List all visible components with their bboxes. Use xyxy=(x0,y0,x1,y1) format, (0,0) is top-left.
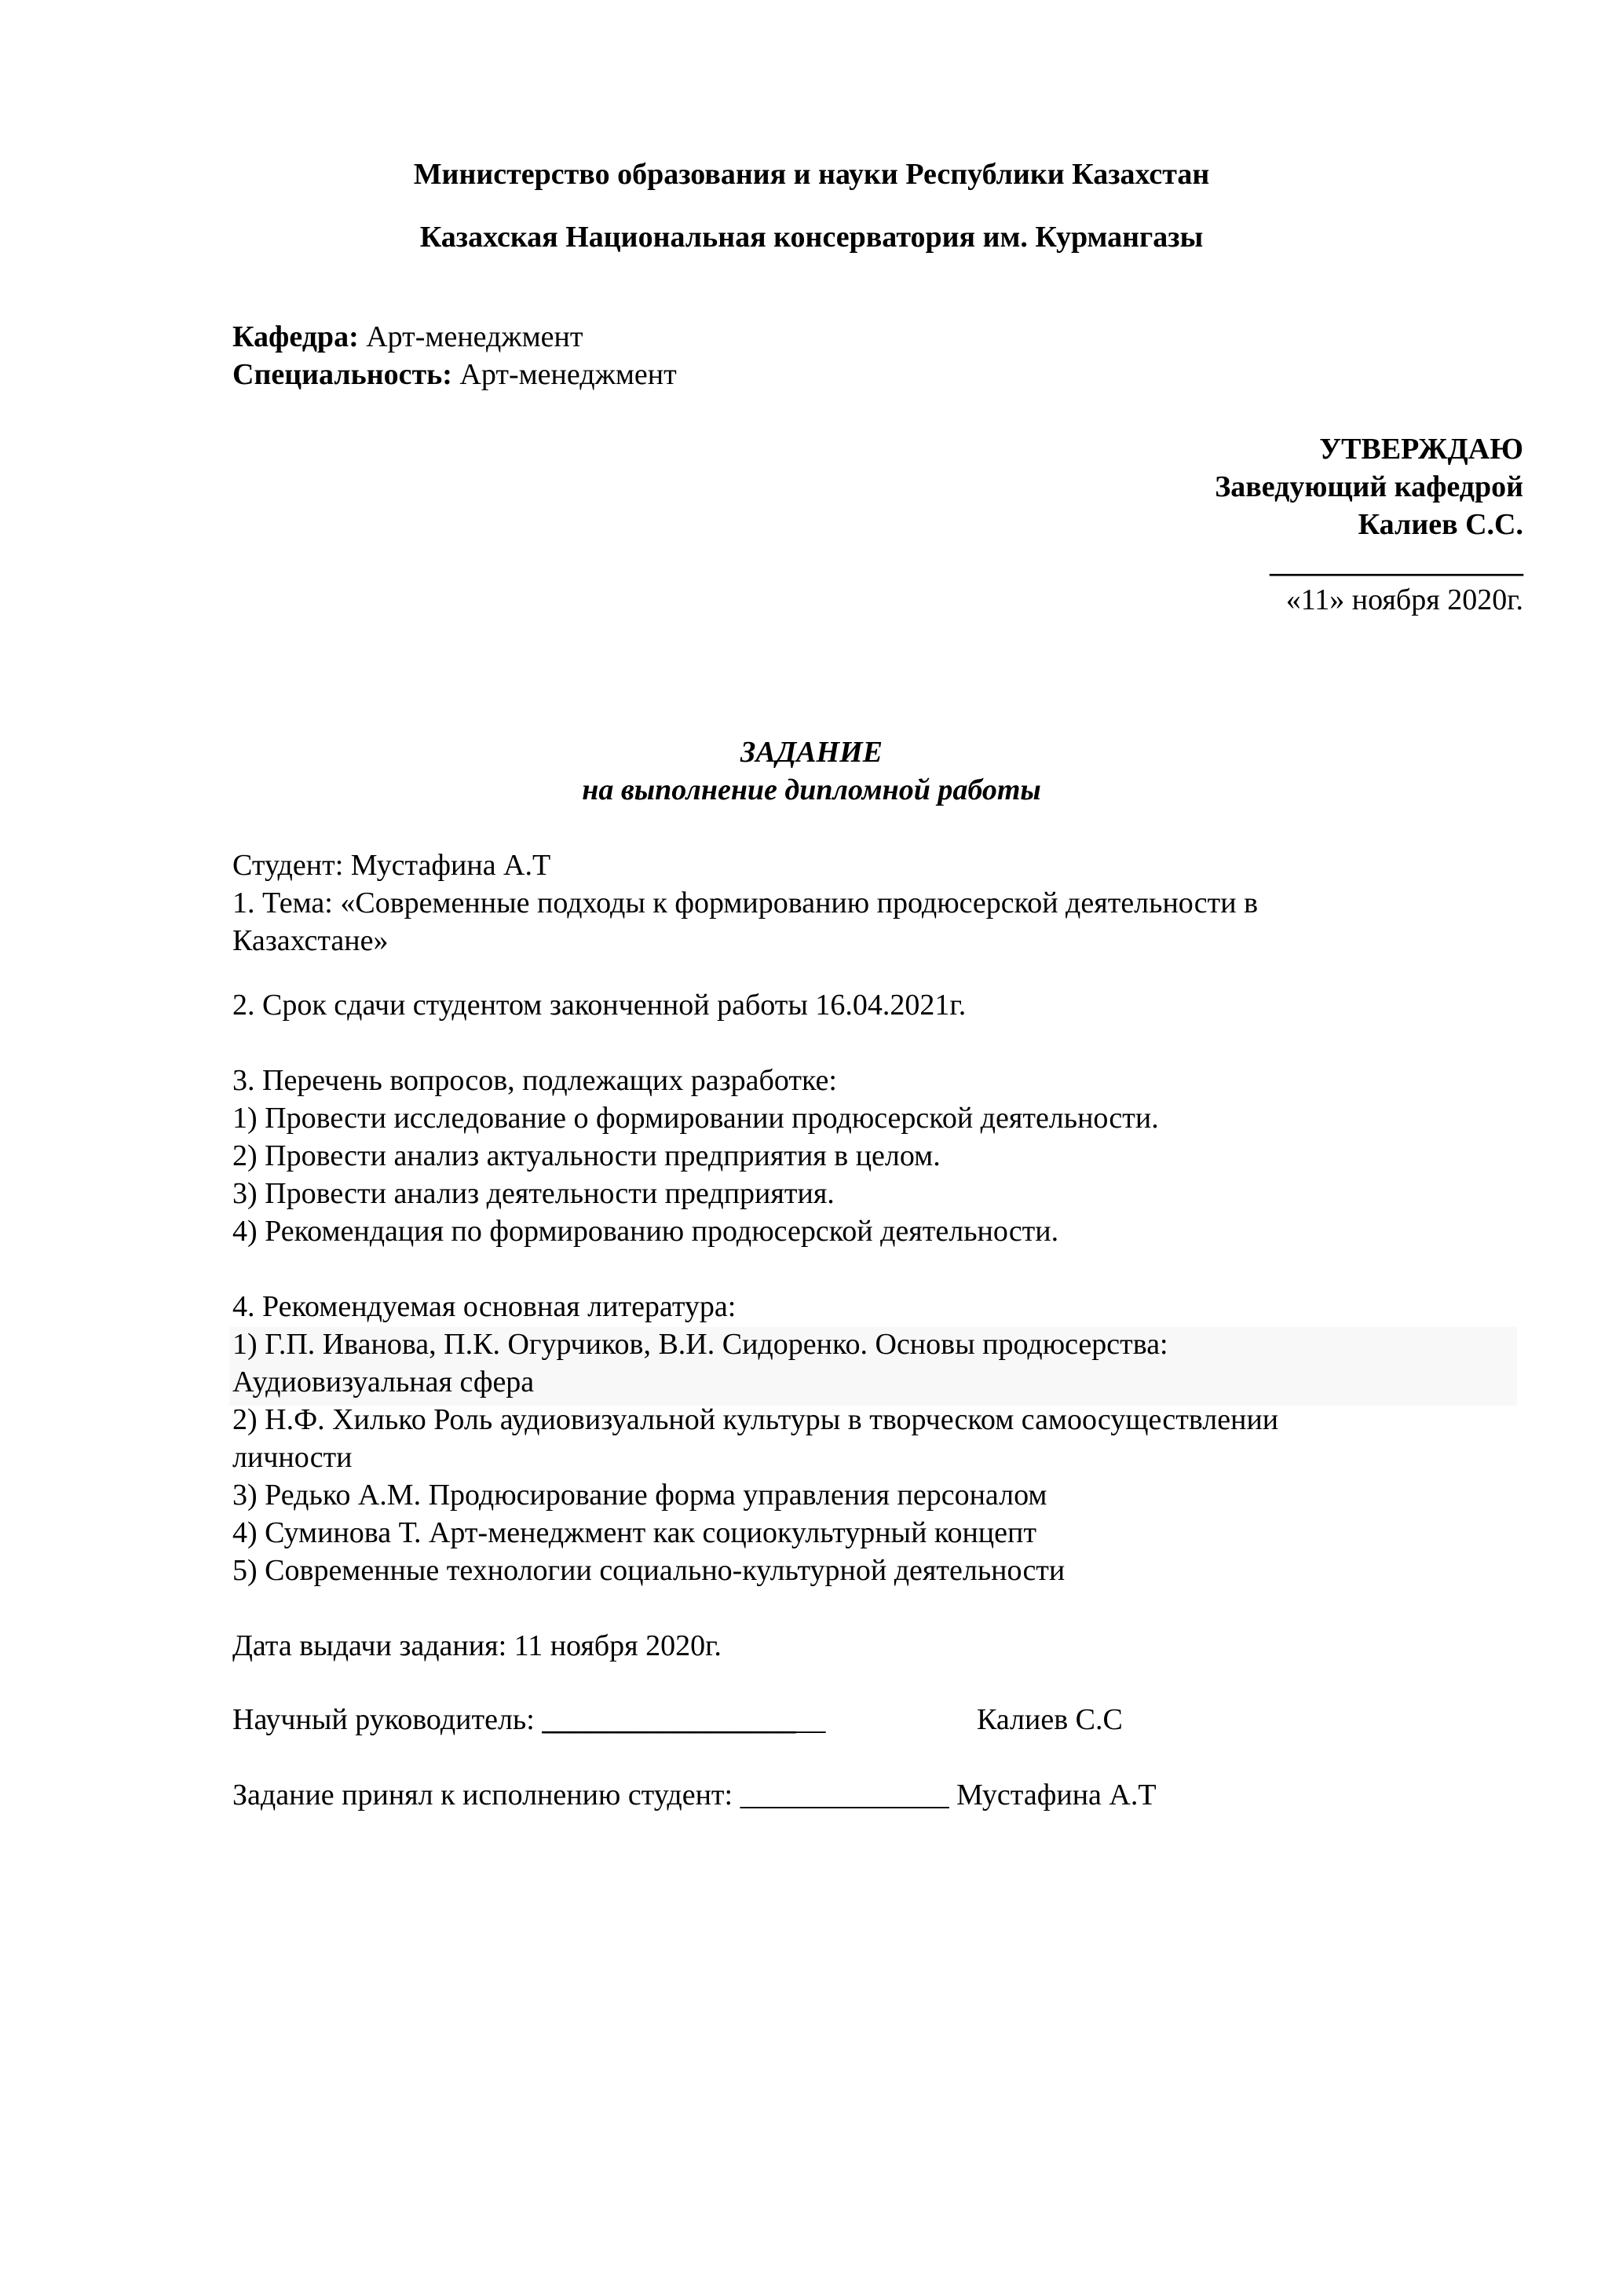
department-value: Арт-менеджмент xyxy=(358,320,583,353)
approval-title: УТВЕРЖДАЮ xyxy=(1319,433,1523,466)
questions-heading: 3. Перечень вопросов, подлежащих разработке: xyxy=(232,1064,837,1097)
specialty-line xyxy=(232,356,677,393)
question-item: 2) Провести анализ актуальности предприятия в целом. xyxy=(232,1139,941,1172)
supervisor-line xyxy=(232,1701,825,1738)
approval-position: Заведующий кафедрой xyxy=(1215,470,1523,503)
supervisor-signature-tail: __ xyxy=(795,1703,826,1736)
supervisor-name: Калиев С.С xyxy=(977,1703,1123,1736)
specialty-label: Специальность: xyxy=(232,358,452,391)
approval-name: Калиев С.С. xyxy=(1358,508,1523,541)
question-item: 3) Провести анализ деятельности предприятия. xyxy=(232,1177,835,1210)
question-item: 4) Рекомендация по формированию продюсерской деятельности. xyxy=(232,1215,1059,1248)
literature-line: Аудиовизуальная сфера xyxy=(232,1366,535,1398)
deadline-line: 2. Срок сдачи студентом законченной работы 16.04.2021г. xyxy=(232,989,967,1022)
issue-date: Дата выдачи задания: 11 ноября 2020г. xyxy=(232,1629,722,1662)
literature-line: 3) Редько А.М. Продюсирование форма управления персоналом xyxy=(232,1479,1047,1512)
specialty-value: Арт-менеджмент xyxy=(451,358,677,391)
conservatory-heading: Казахская Национальная консерватория им. Курмангазы xyxy=(419,221,1204,254)
literature-line: 5) Современные технологии социально-культурной деятельности xyxy=(232,1554,1066,1587)
ministry-heading: Министерство образования и науки Республики Казахстан xyxy=(413,158,1210,191)
supervisor-label: Научный руководитель: xyxy=(232,1703,543,1736)
task-subtitle: на выполнение дипломной работы xyxy=(582,773,1041,806)
student-line: Студент: Мустафина А.Т xyxy=(232,849,551,882)
task-title: ЗАДАНИЕ xyxy=(740,736,883,769)
question-item: 1) Провести исследование о формировании продюсерской деятельности. xyxy=(232,1102,1159,1135)
topic-line-1: 1. Тема: «Современные подходы к формированию продюсерской деятельности в xyxy=(232,887,1259,919)
approval-date: «11» ноября 2020г. xyxy=(1285,583,1523,616)
department-label: Кафедра: xyxy=(232,320,359,353)
topic-line-2: Казахстане» xyxy=(232,924,389,957)
approval-signature-line: _________________ xyxy=(1270,546,1523,579)
literature-line: 4) Суминова Т. Арт-менеджмент как социокультурный концепт xyxy=(232,1516,1036,1549)
literature-line: личности xyxy=(232,1441,353,1474)
literature-line: 1) Г.П. Иванова, П.К. Огурчиков, В.И. Сидоренко. Основы продюсерства: xyxy=(232,1328,1168,1361)
literature-heading: 4. Рекомендуемая основная литература: xyxy=(232,1290,737,1323)
supervisor-signature-line: _________________ xyxy=(542,1703,796,1736)
literature-line: 2) Н.Ф. Хилько Роль аудиовизуальной культуры в творческом самоосуществлении xyxy=(232,1403,1279,1436)
department-line xyxy=(232,318,583,356)
accepted-line: Задание принял к исполнению студент: ______________ Мустафина А.Т xyxy=(232,1779,1157,1812)
